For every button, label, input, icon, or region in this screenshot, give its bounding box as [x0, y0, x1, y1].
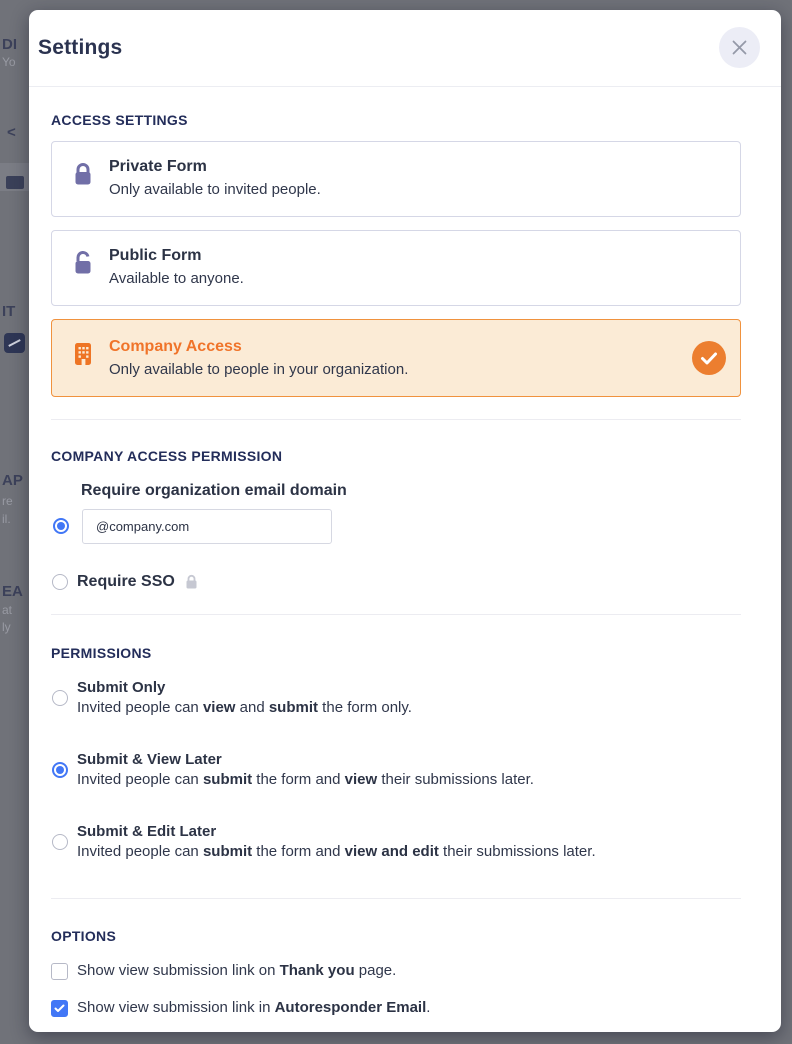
access-card-title: Public Form [109, 247, 202, 264]
background-text-fragment: AP [2, 472, 23, 489]
lock-open-icon [72, 250, 94, 276]
desc-part-bold: view and edit [344, 843, 439, 860]
background-chip-fragment [6, 176, 24, 189]
access-card-company-access[interactable] [51, 319, 741, 397]
permission-option-submit-only[interactable] [51, 679, 741, 721]
option-part: Show view submission link in [77, 999, 275, 1016]
background-text-fragment: il. [2, 512, 11, 526]
permission-radio[interactable] [52, 834, 68, 850]
thank-you-checkbox[interactable] [51, 963, 68, 980]
background-text-fragment: ly [2, 620, 11, 634]
option-part: . [426, 999, 431, 1016]
background-text-fragment: EA [2, 583, 23, 600]
access-card-description: Available to anyone. [109, 270, 244, 287]
section-divider [51, 898, 741, 899]
modal-title: Settings [38, 36, 123, 59]
modal-header [29, 10, 781, 87]
option-label [77, 998, 430, 1018]
access-card-text [109, 337, 408, 381]
sso-option[interactable] [52, 573, 741, 591]
desc-part: Invited people can [77, 843, 203, 860]
option-part: Show view submission link on [77, 962, 280, 979]
lock-icon [185, 574, 198, 590]
access-card-title: Company Access [109, 338, 242, 355]
close-button[interactable] [719, 27, 760, 68]
background-text-fragment: re [2, 494, 13, 508]
access-card-public-form[interactable] [51, 230, 741, 306]
access-card-description: Only available to invited people. [109, 181, 321, 198]
desc-part-bold: submit [202, 843, 253, 860]
option-label [77, 961, 396, 981]
desc-part-bold: view [202, 699, 236, 716]
desc-part: Invited people can [77, 699, 203, 716]
desc-part-bold: submit [202, 771, 253, 788]
desc-part-bold: submit [268, 699, 319, 716]
sso-option-label: Require SSO [77, 573, 175, 590]
permission-description [77, 769, 534, 791]
email-domain-input[interactable] [82, 509, 332, 544]
permission-title: Submit & View Later [77, 751, 222, 768]
permission-text [77, 751, 534, 791]
permission-description [77, 697, 412, 719]
permission-option-submit-edit-later[interactable] [51, 823, 741, 865]
options-heading: OPTIONS [51, 928, 117, 944]
background-text-fragment: IT [2, 303, 16, 320]
background-text-fragment: Yo [2, 55, 16, 69]
permission-option-submit-view-later[interactable] [51, 751, 741, 793]
desc-part: the form and [252, 771, 345, 788]
sso-radio[interactable] [52, 574, 68, 590]
email-domain-radio[interactable] [53, 518, 69, 534]
permission-text [77, 823, 596, 863]
access-card-private-form[interactable] [51, 141, 741, 217]
section-divider [51, 419, 741, 420]
option-part: page. [354, 962, 397, 979]
access-settings-heading: ACCESS SETTINGS [51, 112, 188, 128]
modal-body [29, 87, 781, 1018]
settings-modal [29, 10, 781, 1032]
desc-part: their submissions later. [438, 843, 596, 860]
background-text-fragment: at [2, 603, 13, 617]
access-card-description: Only available to people in your organization. [109, 361, 409, 378]
check-icon [54, 1004, 65, 1013]
autoresponder-checkbox[interactable] [51, 1000, 68, 1017]
background-icon-fragment [4, 333, 25, 353]
desc-part-bold: view [344, 771, 378, 788]
close-icon [731, 39, 748, 56]
modal-backdrop [0, 0, 29, 1044]
access-card-text [109, 157, 321, 201]
desc-part: their submissions later. [377, 771, 534, 788]
permission-description [77, 841, 596, 863]
permission-title: Submit Only [77, 679, 166, 696]
permission-text [77, 679, 412, 719]
desc-part: Invited people can [77, 771, 203, 788]
lock-closed-icon [72, 161, 94, 187]
option-part-bold: Autoresponder Email [274, 999, 427, 1016]
permissions-heading: PERMISSIONS [51, 645, 152, 661]
access-card-title: Private Form [109, 158, 207, 175]
selected-check-icon [692, 341, 726, 375]
building-icon [72, 341, 94, 367]
access-card-text [109, 246, 244, 290]
option-autoresponder-link[interactable] [51, 998, 741, 1018]
desc-part: the form and [252, 843, 345, 860]
background-chevron-fragment: < [7, 124, 16, 141]
email-domain-option[interactable] [53, 509, 741, 544]
permission-radio[interactable] [52, 690, 68, 706]
section-divider [51, 614, 741, 615]
permission-radio[interactable] [52, 762, 68, 778]
desc-part: and [235, 699, 269, 716]
desc-part: the form only. [318, 699, 412, 716]
company-access-permission-heading: COMPANY ACCESS PERMISSION [51, 448, 283, 464]
option-part-bold: Thank you [279, 962, 355, 979]
background-text-fragment: DI [2, 36, 17, 53]
email-domain-option-label: Require organization email domain [81, 482, 347, 499]
permission-title: Submit & Edit Later [77, 823, 217, 840]
option-thank-you-link[interactable] [51, 961, 741, 981]
